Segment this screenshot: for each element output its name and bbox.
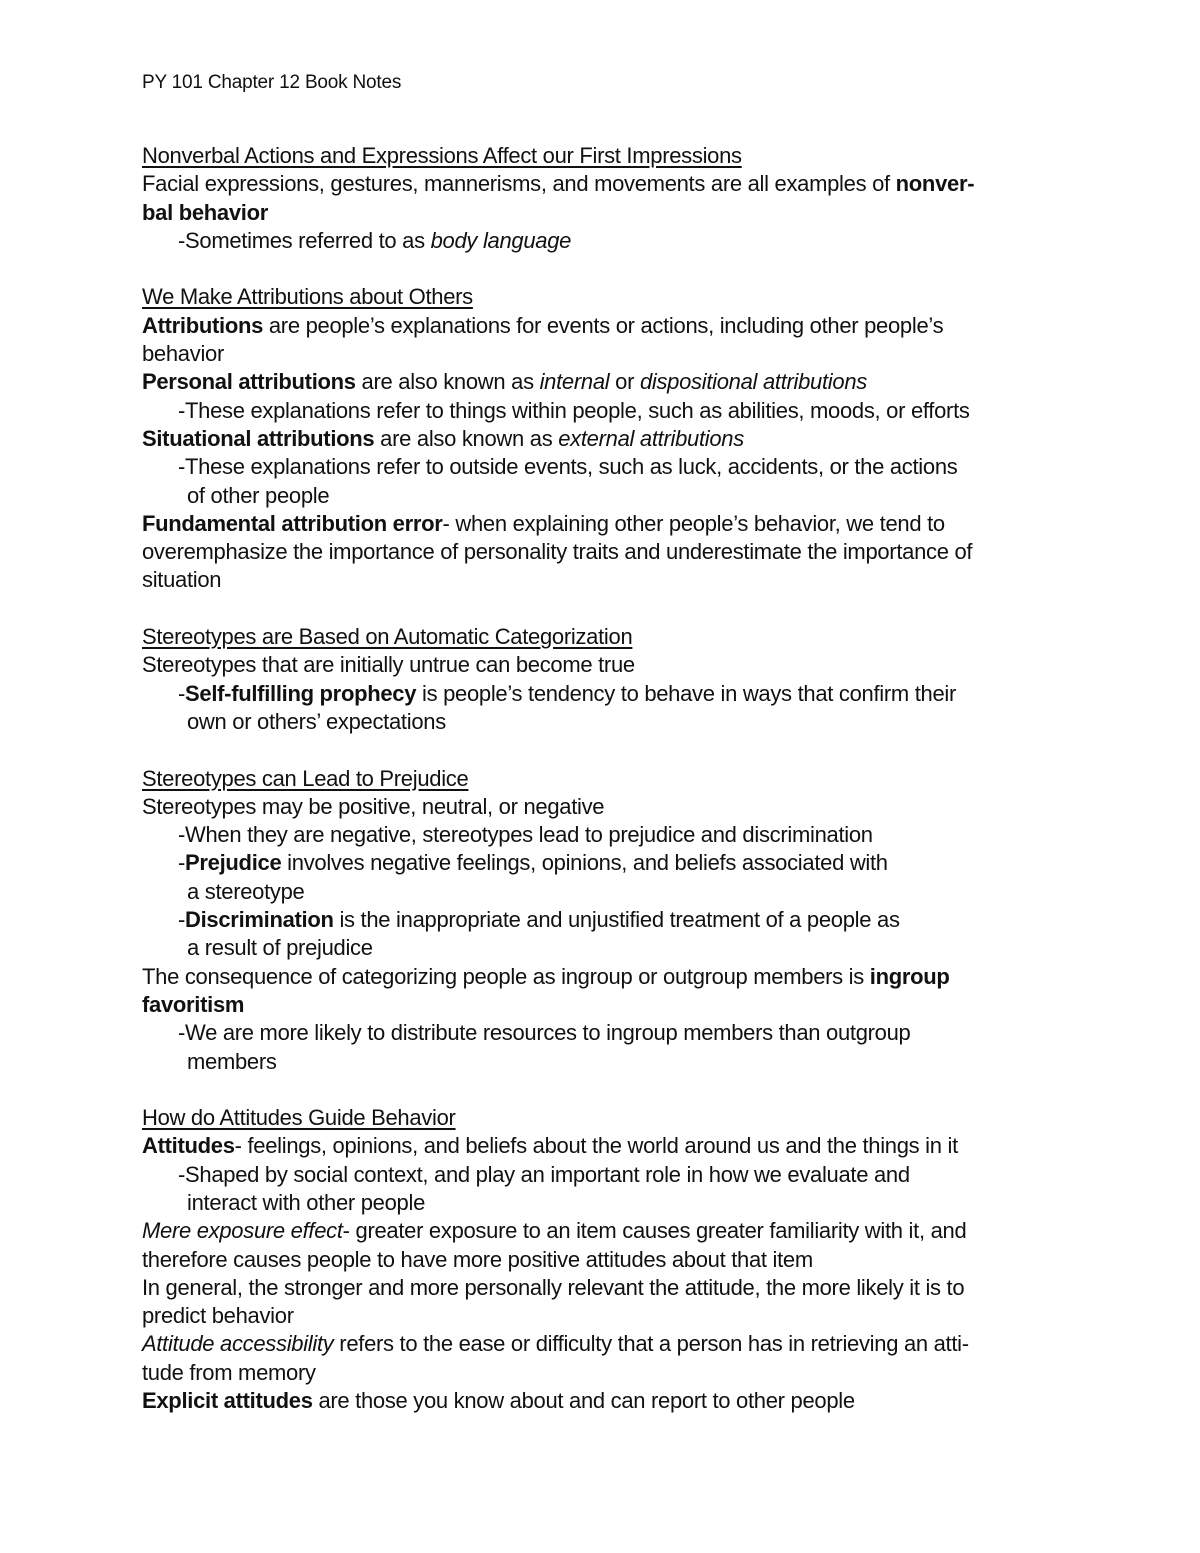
spacer <box>142 595 1072 623</box>
attributions-definition-line-1: Attributions are people’s explanations for events or actions, including other people’s <box>142 312 944 338</box>
discrimination-definition-line-2: a result of prejudice <box>187 935 373 961</box>
attitudes-note-2: interact with other people <box>187 1189 426 1215</box>
attributions-definition-line-2: behavior <box>142 341 224 367</box>
mere-exposure-line-2: therefore causes people to have more positive attitudes about that item <box>142 1246 813 1272</box>
fae-definition-line-1: Fundamental attribution error- when explaining other people’s behavior, we tend to <box>142 510 945 536</box>
attitude-accessibility-line-2: tude from memory <box>142 1359 316 1385</box>
nonverbal-definition-line-1: Facial expressions, gestures, mannerisms, and movements are all examples of nonver- <box>142 171 975 197</box>
spacer <box>142 1076 1072 1104</box>
self-fulfilling-prophecy-line-2: own or others’ expectations <box>187 708 446 734</box>
section-heading-attitudes: How do Attitudes Guide Behavior <box>142 1105 456 1131</box>
section-heading-nonverbal: Nonverbal Actions and Expressions Affect our First Impressions <box>142 143 742 168</box>
page-header: PY 101 Chapter 12 Book Notes <box>142 72 402 93</box>
spacer <box>142 255 1072 283</box>
attitudes-note-1: -Shaped by social context, and play an important role in how we evaluate and <box>178 1161 910 1187</box>
personal-attributions-note: -These explanations refer to things within people, such as abilities, moods, or efforts <box>178 397 970 423</box>
spacer <box>142 736 1072 764</box>
situational-attributions-note-1: -These explanations refer to outside events, such as luck, accidents, or the actions <box>178 454 958 480</box>
self-fulfilling-prophecy-line-1: -Self-fulfilling prophecy is people’s tendency to behave in ways that confirm their <box>178 680 957 706</box>
nonverbal-definition-line-2: bal behavior <box>142 199 268 225</box>
body-language-note: -Sometimes referred to as body language <box>178 227 572 253</box>
ingroup-resources-note-2: members <box>187 1048 277 1074</box>
stereotypes-valence-line: Stereotypes may be positive, neutral, or negative <box>142 793 605 819</box>
prejudice-definition-line-1: -Prejudice involves negative feelings, opinions, and beliefs associated with <box>178 850 888 876</box>
notes-body <box>142 142 1072 1415</box>
ingroup-favoritism-line-1: The consequence of categorizing people as ingroup or outgroup members is ingroup <box>142 963 950 989</box>
negative-stereotypes-note: -When they are negative, stereotypes lead to prejudice and discrimination <box>178 822 873 848</box>
attitude-strength-line-1: In general, the stronger and more personally relevant the attitude, the more likely it is to <box>142 1274 965 1300</box>
section-heading-prejudice: Stereotypes can Lead to Prejudice <box>142 765 469 791</box>
ingroup-resources-note-1: -We are more likely to distribute resources to ingroup members than outgroup <box>178 1020 911 1046</box>
personal-attributions-line: Personal attributions are also known as internal or dispositional attributions <box>142 369 867 395</box>
situational-attributions-note-2: of other people <box>187 482 330 508</box>
stereotypes-true-line: Stereotypes that are initially untrue can become true <box>142 652 635 678</box>
attitude-accessibility-line-1: Attitude accessibility refers to the ease or difficulty that a person has in retrieving an atti- <box>142 1331 969 1357</box>
prejudice-definition-line-2: a stereotype <box>187 878 305 904</box>
ingroup-favoritism-line-2: favoritism <box>142 991 245 1017</box>
explicit-attitudes-line: Explicit attitudes are those you know about and can report to other people <box>142 1388 855 1414</box>
section-heading-stereotypes-categorization: Stereotypes are Based on Automatic Categorization <box>142 624 633 650</box>
fae-definition-line-3: situation <box>142 567 222 593</box>
section-heading-attributions: We Make Attributions about Others <box>142 284 473 310</box>
fae-definition-line-2: overemphasize the importance of personality traits and underestimate the importance of <box>142 539 973 565</box>
situational-attributions-line: Situational attributions are also known as external attributions <box>142 425 744 451</box>
discrimination-definition-line-1: -Discrimination is the inappropriate and unjustified treatment of a people as <box>178 907 900 933</box>
mere-exposure-line-1: Mere exposure effect- greater exposure to an item causes greater familiarity with it, and <box>142 1218 967 1244</box>
attitudes-definition-line: Attitudes- feelings, opinions, and beliefs about the world around us and the things in it <box>142 1133 958 1159</box>
attitude-strength-line-2: predict behavior <box>142 1303 294 1329</box>
